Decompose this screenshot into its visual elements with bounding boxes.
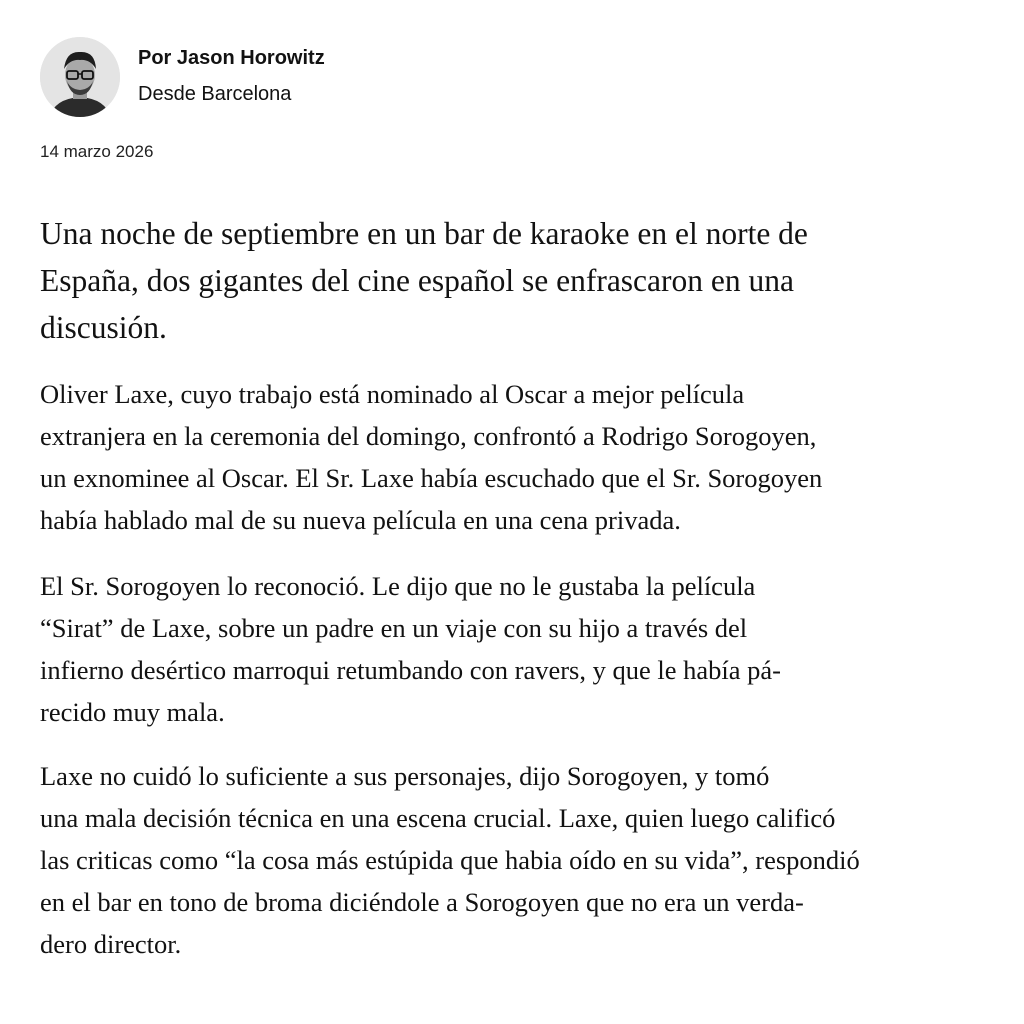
lede-line: Una noche de septiembre en un bar de karaoke en el norte de: [40, 216, 808, 251]
lede-line: discusión.: [40, 310, 167, 345]
paragraph-line: las criticas como “la cosa más estúpida que habia oído en su vida”, respondió: [40, 845, 860, 875]
paragraph-line: una mala decisión técnica en una escena crucial. Laxe, quien luego calificó: [40, 803, 836, 833]
author-name[interactable]: Por Jason Horowitz: [138, 46, 325, 69]
paragraph-line: Laxe no cuidó lo suficiente a sus personajes, dijo Sorogoyen, y tomó: [40, 761, 770, 791]
byline: [40, 37, 325, 117]
lede-line: España, dos gigantes del cine español se enfrascaron en una: [40, 263, 794, 298]
article-paragraph-2: [40, 565, 1010, 733]
paragraph-line: “Sirat” de Laxe, sobre un padre en un viaje con su hijo a través del: [40, 613, 748, 643]
paragraph-line: dero director.: [40, 929, 182, 959]
article-paragraph-1: [40, 373, 1010, 541]
author-avatar[interactable]: [40, 37, 120, 117]
paragraph-line: había hablado mal de su nueva película en una cena privada.: [40, 505, 681, 535]
article-paragraph-3: [40, 755, 1010, 965]
paragraph-line: extranjera en la ceremonia del domingo, confrontó a Rodrigo Sorogoyen,: [40, 421, 817, 451]
paragraph-line: El Sr. Sorogoyen lo reconoció. Le dijo que no le gustaba la película: [40, 571, 756, 601]
article-lede: [40, 210, 1010, 351]
paragraph-line: infierno desértico marroqui retumbando con ravers, y que le había pá-: [40, 655, 781, 685]
dateline-location: Desde Barcelona: [138, 82, 292, 105]
paragraph-line: en el bar en tono de broma diciéndole a Sorogoyen que no era un verda-: [40, 887, 804, 917]
paragraph-line: Oliver Laxe, cuyo trabajo está nominado al Oscar a mejor película: [40, 379, 745, 409]
author-photo: [40, 37, 120, 117]
publish-date: 14 marzo 2026: [40, 142, 154, 161]
paragraph-line: recido muy mala.: [40, 697, 225, 727]
paragraph-line: un exnominee al Oscar. El Sr. Laxe había escuchado que el Sr. Sorogoyen: [40, 463, 823, 493]
